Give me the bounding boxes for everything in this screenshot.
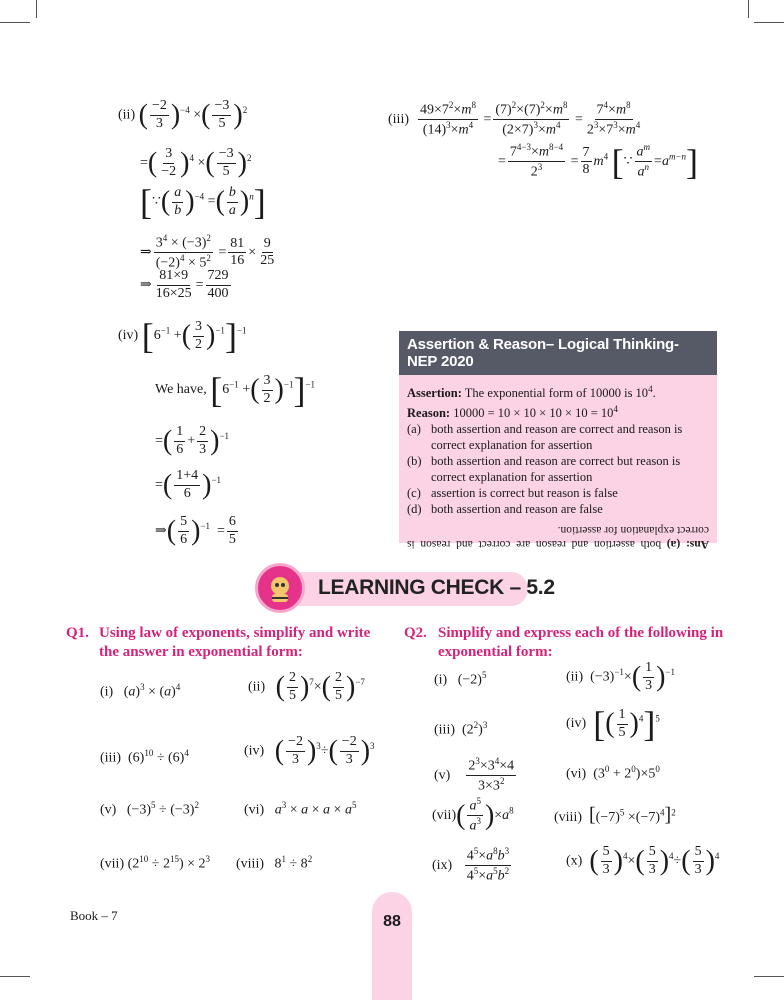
example-ii-step1: =( $\frac{3}{-2}$ )$^4$ ×( $\frac{-3}{5}$ )$^2$ — [140, 146, 252, 179]
crop-mark — [754, 22, 784, 23]
q1-iv: (iv) ( $\frac{-2}{3}$ )$^3$÷( $\frac{-2}{3}$ )$^3$ — [244, 734, 375, 767]
book-label: Book – 7 — [70, 908, 118, 923]
example-iii-step1: = $\frac{7^{4-3}\times m^{8-4}}{2^3}$ = $\frac{7}{8}$ $m^4$ [∵ $\frac{a^m}{a^n}$ $=a^{m-n}$] — [498, 141, 699, 182]
option-c — [407, 485, 709, 501]
crop-mark — [754, 976, 784, 977]
q2-i: (i) $(-2)^5$ — [434, 670, 487, 688]
reason-line — [407, 401, 709, 421]
q1-ii: (ii) ( $\frac{2}{5}$ )$^7$×( $\frac{2}{5}$ )$^{-7}$ — [248, 670, 365, 703]
example-iv: (iv) [$6^{-1}$ +( $\frac{3}{2}$ )$^{-1}$]$^{-1}$ — [118, 316, 247, 356]
example-iii: (iii) $\frac{49\times 7^2\times m^8}{(14)^3\times m^4}$ = $\frac{(7)^2\times(7)^2\times m^8}{(2\times 7)^3\times m^4}$ = $\frac{7^4\times m^8}{2^3\times 7^3\times m^4}$ — [388, 100, 641, 139]
assertion-text: The exponential form of 10000 is 10 — [464, 386, 649, 401]
q2-ix: (ix) $\frac{4^5\times a^8b^3}{4^5\times a^5b^2}$ — [432, 846, 510, 885]
q2-number: Q2. — [404, 625, 427, 641]
reason-label: Reason: — [407, 406, 451, 421]
option-b — [407, 453, 709, 485]
learning-check-title: LEARNING CHECK – 5.2 — [318, 576, 555, 599]
example-iv-we-have: We have, [$6^{-1}$ +( $\frac{3}{2}$ )$^{-1}$]$^{-1}$ — [155, 370, 316, 410]
q2-x: (x) ( $\frac{5}{3}$ )$^4$×( $\frac{5}{3}$ )$^4$÷( $\frac{5}{3}$ )$^4$ — [566, 844, 720, 877]
q2-ii: (ii) $(-3)^{-1}\times$( $\frac{1}{3}$ )$^{-1}$ — [566, 660, 676, 693]
option-text: both assertion and reason are false — [431, 502, 603, 517]
example-iv-step1: =( $\frac{1}{6}$ + $\frac{2}{3}$ )$^{-1}$ — [155, 424, 230, 457]
crop-mark — [748, 0, 749, 18]
q2-vi: (vi) $(3^0 + 2^0)\times 5^0$ — [566, 764, 660, 782]
option-text: both assertion and reason are correct and reason is correct explanation for assertion — [431, 422, 683, 453]
example-iii-label: (iii) — [388, 112, 409, 128]
example-iv-label: (iv) — [118, 328, 139, 344]
q2-text: Simplify and express each of the following in exponential form: — [438, 625, 724, 660]
example-ii: (ii) ( $\frac{-2}{3}$ )$^{-4}$ ×( $\frac{-3}{5}$ )$^2$ — [118, 98, 248, 131]
example-ii-label: (ii) — [118, 107, 136, 123]
option-key: (a) — [407, 422, 421, 437]
example-iv-step2: =( $\frac{1+4}{6}$ )$^{-1}$ — [155, 468, 222, 501]
assertion-reason-body — [399, 375, 717, 557]
crop-mark — [0, 22, 30, 23]
assertion-line — [407, 381, 709, 401]
answer-label: Ans: (a) — [666, 538, 709, 551]
q2-vii: (vii)( $\frac{a^5}{a^3}$ )$\times a^8$ — [432, 796, 514, 835]
option-d — [407, 501, 709, 517]
q1-heading — [66, 624, 391, 662]
reason-exp: 4 — [613, 404, 618, 415]
we-have-label: We have, — [155, 382, 207, 398]
assertion-label: Assertion: — [407, 386, 462, 401]
example-ii-rule: [∵( $\frac{a}{b}$ )$^{-4}$ =( $\frac{b}{a}$ )$^n$] — [140, 182, 266, 222]
option-text: assertion is correct but reason is false — [431, 486, 618, 501]
page-number-tab — [372, 892, 412, 1000]
option-a — [407, 421, 709, 453]
q2-heading — [404, 624, 734, 662]
option-text: both assertion and reason are correct but reason is correct explanation for assertion — [431, 454, 681, 485]
assertion-end: . — [652, 386, 656, 401]
option-key: (c) — [407, 486, 421, 501]
example-ii-step3: ⇒ $\frac{81\times 9}{16\times 25}$ = $\frac{729}{400}$ — [140, 268, 229, 301]
answer-text: both assertion and reason are correct and reason is correct explanation for assertion. — [406, 524, 709, 551]
assertion-exp: 4 — [648, 384, 653, 394]
option-key: (d) — [407, 502, 422, 517]
q1-i: (i) $(a)^3 \times (a)^4$ — [100, 682, 181, 700]
page-number: 88 — [383, 913, 401, 930]
q2-iii: (iii) $(2^2)^3$ — [434, 720, 488, 738]
assertion-reason-box — [399, 331, 717, 551]
q1-number: Q1. — [66, 625, 89, 641]
option-key: (b) — [407, 454, 422, 469]
crop-mark — [0, 976, 30, 977]
q1-v: (v) $(-3)^5 \div (-3)^2$ — [100, 800, 199, 818]
example-ii-step2: ⇒ $\frac{3^4 \times (-3)^2}{(-2)^4 \times 5^2}$ = $\frac{81}{16}$ × $\frac{9}{25}$ — [140, 233, 275, 272]
q2-v: (v) $\frac{2^3\times 3^4\times 4}{3\times 3^2}$ — [434, 756, 515, 795]
mascot-icon — [255, 563, 305, 613]
assertion-reason-header: Assertion & Reason– Logical Thinking- NEP 2020 — [399, 331, 717, 375]
reason-text: 10000 = 10 × 10 × 10 × 10 = 10 — [453, 406, 614, 421]
q1-viii: (viii) $8^1 \div 8^2$ — [236, 854, 313, 872]
q1-vii: (vii) $(2^{10} \div 2^{15}) \times 2^3$ — [100, 854, 211, 872]
q1-text: Using law of exponents, simplify and write the answer in exponential form: — [99, 625, 371, 660]
q1-vi: (vi) $a^3 \times a \times a \times a^5$ — [244, 800, 357, 818]
q2-iv: (iv) [( $\frac{1}{5}$ )$^4$]$^5$ — [566, 704, 660, 744]
answer-upside-down — [407, 523, 709, 551]
crop-mark — [36, 0, 37, 18]
q2-viii: (viii) $[(-7)^5 \times(-7)^4]^2$ — [554, 804, 676, 826]
example-iv-step3: ⇒( $\frac{5}{6}$ )$^{-1}$ = $\frac{6}{5}$ — [155, 514, 236, 547]
q1-iii: (iii) $(6)^{10} \div (6)^4$ — [100, 748, 189, 766]
